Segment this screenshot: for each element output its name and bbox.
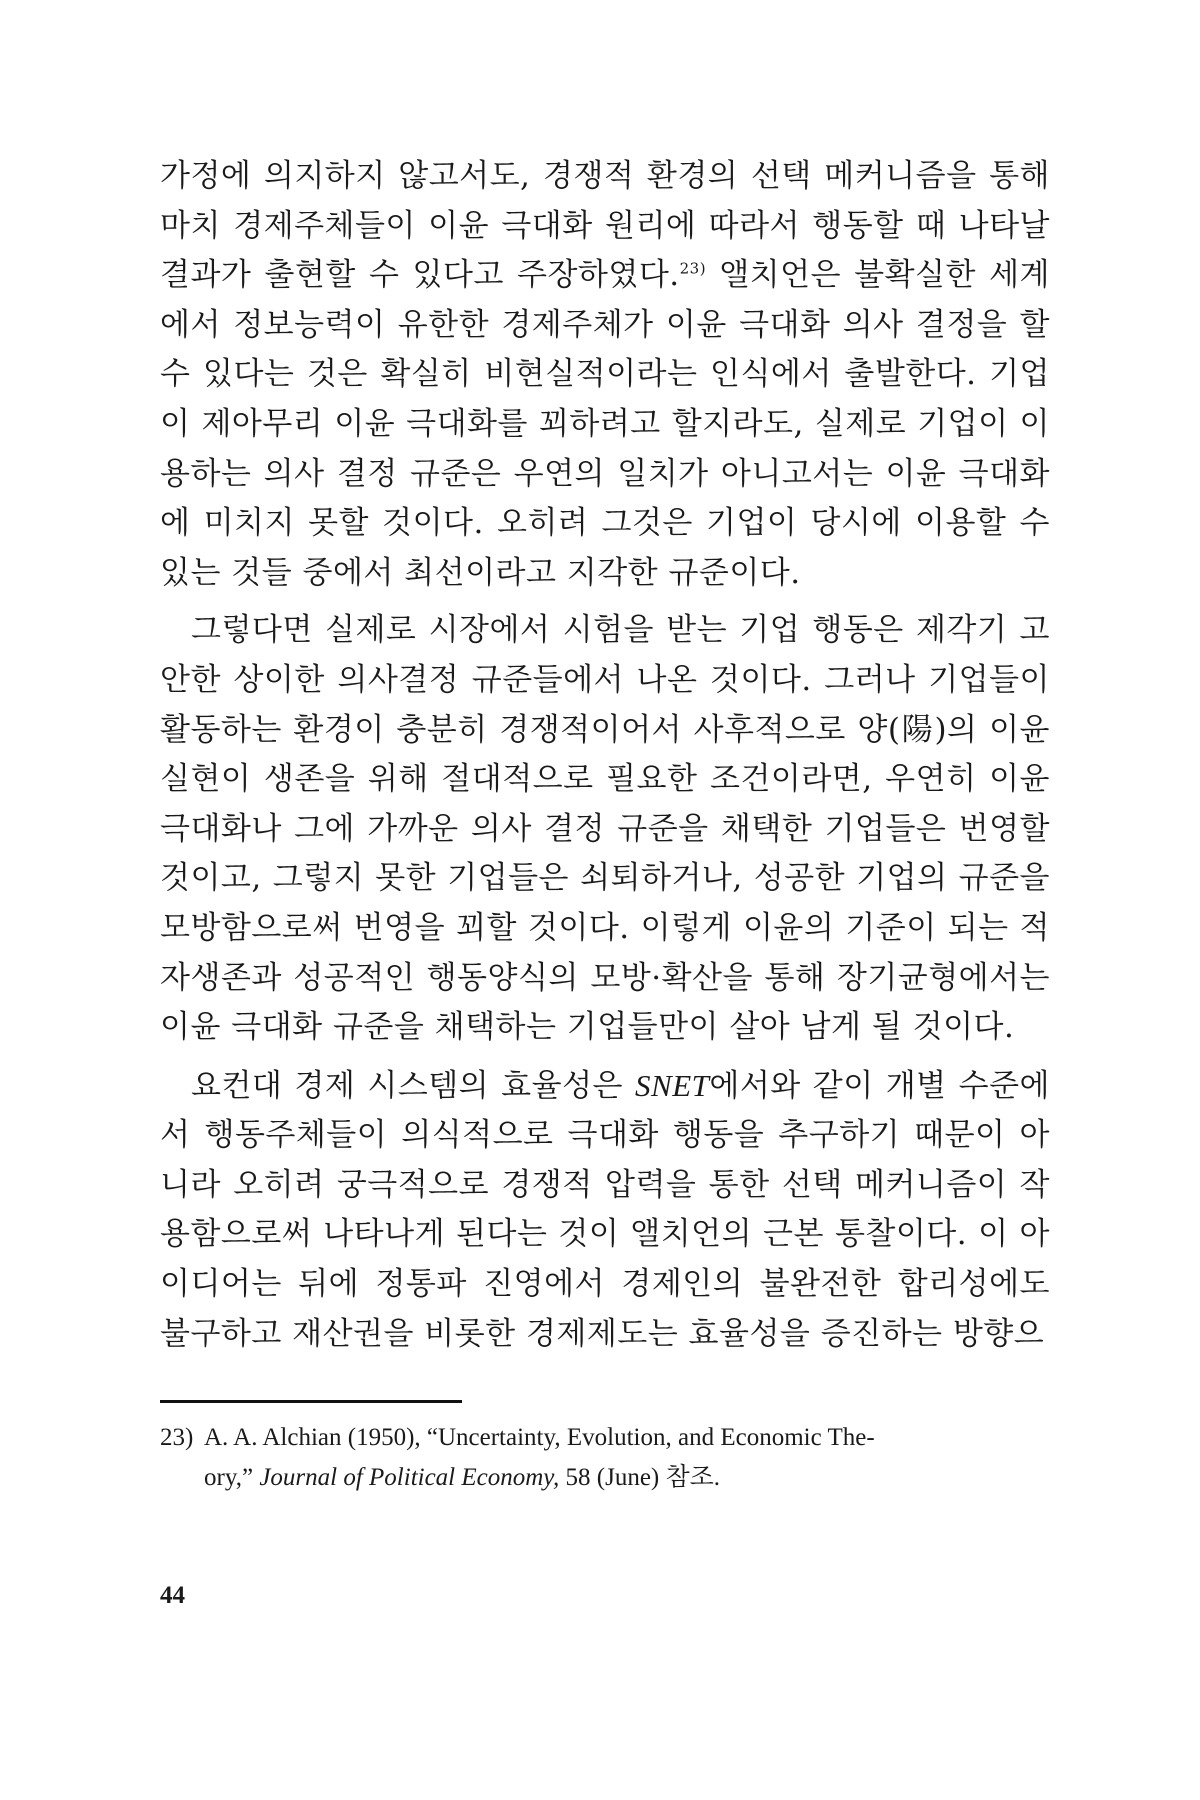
footnote-line-2 xyxy=(160,1458,1050,1498)
snet-term: SNET xyxy=(635,1067,710,1103)
paragraph-3 xyxy=(160,1061,1050,1360)
paragraph-1 xyxy=(160,152,1050,598)
body-text xyxy=(160,152,1050,1359)
footnote-line-2-a: ory,” xyxy=(204,1464,260,1491)
footnote xyxy=(160,1418,1050,1498)
paragraph-1-text-b: 앨치언은 불확실한 세계에서 정보능력이 유한한 경제주체가 이윤 극대화 의사 결정을 할 수 있다는 것은 확실히 비현실적이라는 인식에서 출발한다. 기업이 제아무리 이윤 극대화를 꾀하려고 할지라도, 실제로 기업이 이용하는 의사 결정 규준은 우연의 일치가 아니고서는 이윤 극대화에 미치지 못할 것이다. 오히려 그것은 기업이 당시에 이용할 수 있는 것들 중에서 최선이라고 지각한 규준이다. xyxy=(160,257,1050,591)
journal-title: Journal of Political Economy, xyxy=(259,1464,560,1491)
paragraph-3-text-a: 요컨대 경제 시스템의 효율성은 xyxy=(191,1067,636,1104)
footnote-line-2-b: 58 (June) 참조. xyxy=(559,1464,721,1491)
footnote-line-1: A. A. Alchian (1950), “Uncertainty, Evolution, and Economic The- xyxy=(204,1424,875,1451)
paragraph-3-text-b: 에서와 같이 개별 수준에서 행동주체들이 의식적으로 극대화 행동을 추구하기 때문이 아니라 오히려 궁극적으로 경쟁적 압력을 통한 선택 메커니즘이 작용함으로써 나타나게 된다는 것이 앨치언의 근본 통찰이다. 이 아이디어는 뒤에 정통파 진영에서 경제인의 불완전한 합리성에도 불구하고 재산권을 비롯한 경제제도는 효율성을 증진하는 방향으 xyxy=(160,1067,1050,1352)
footnote-divider xyxy=(160,1400,462,1403)
paragraph-1-text-a: 가정에 의지하지 않고서도, 경쟁적 환경의 선택 메커니즘을 통해 마치 경제주체들이 이윤 극대화 원리에 따라서 행동할 때 나타날 결과가 출현할 수 있다고 주장하였다. xyxy=(160,158,1050,294)
paragraph-2: 그렇다면 실제로 시장에서 시험을 받는 기업 행동은 제각기 고안한 상이한 의사결정 규준들에서 나온 것이다. 그러나 기업들이 활동하는 환경이 충분히 경쟁적이어서 사후적으로 양(陽)의 이윤 실현이 생존을 위해 절대적으로 필요한 조건이라면, 우연히 이윤 극대화나 그에 가까운 의사 결정 규준을 채택한 기업들은 번영할 것이고, 그렇지 못한 기업들은 쇠퇴하거나, 성공한 기업의 규준을 모방함으로써 번영을 꾀할 것이다. 이렇게 이윤의 기준이 되는 적자생존과 성공적인 행동양식의 모방·확산을 통해 장기균형에서는 이윤 극대화 규준을 채택하는 기업들만이 살아 남게 될 것이다. xyxy=(160,612,1050,1046)
footnote-number: 23) xyxy=(160,1424,194,1451)
footnote-reference: 23) xyxy=(679,259,707,278)
page-number: 44 xyxy=(160,1582,185,1609)
